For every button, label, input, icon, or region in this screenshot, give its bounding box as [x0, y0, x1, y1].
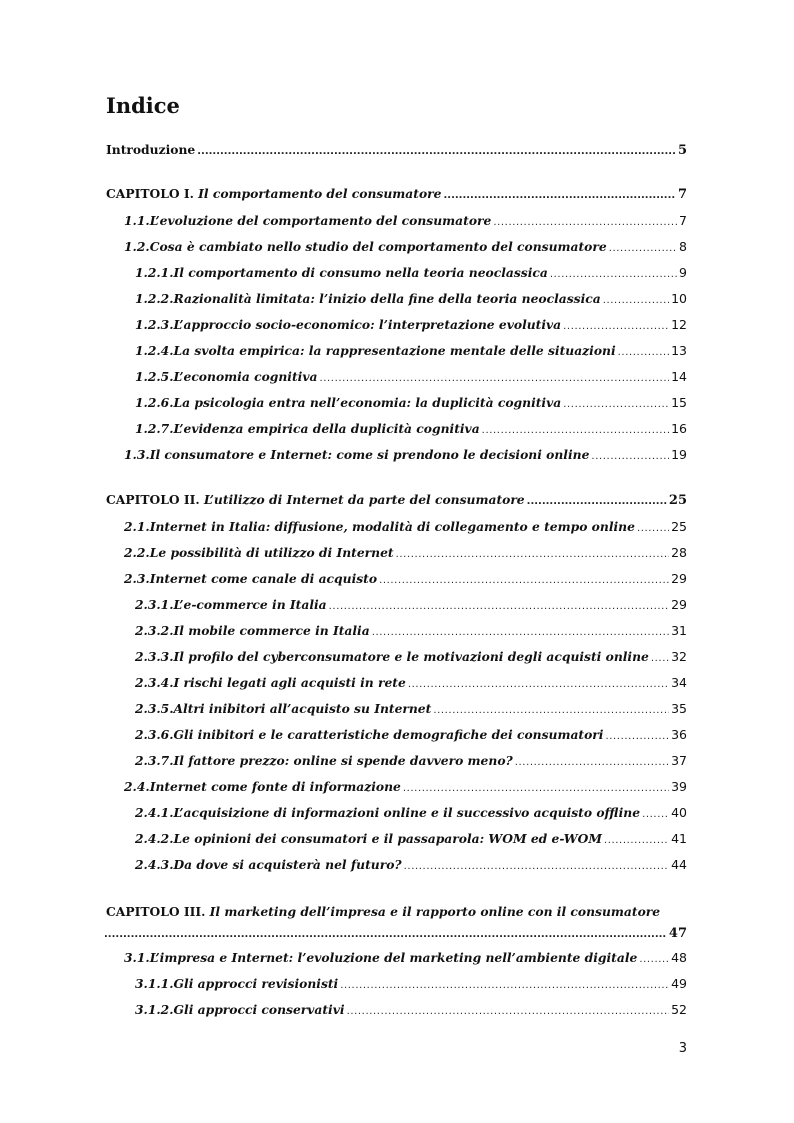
toc-entry[interactable]	[106, 805, 687, 825]
dot-leader	[372, 627, 669, 638]
section-number: 3.1.2.	[135, 1002, 174, 1017]
toc-entry[interactable]	[106, 291, 687, 311]
toc-entry-label: Introduzione	[106, 142, 196, 157]
toc-entry[interactable]	[106, 213, 687, 233]
section-title: Le opinioni dei consumatori e il passaparola: WOM ed e-WOM	[173, 831, 602, 846]
section-title: Altri inibitori all’acquisto su Internet	[173, 701, 432, 716]
toc-page-number: 34	[671, 675, 687, 690]
toc-entry[interactable]	[106, 950, 687, 970]
chapter-label: CAPITOLO III.	[106, 904, 206, 919]
section-number: 1.2.5.	[135, 369, 174, 384]
section-title: Il fattore prezzo: online si spende davvero meno?	[173, 753, 513, 768]
dot-leader	[603, 295, 669, 306]
toc-entry[interactable]	[106, 727, 687, 747]
section-title: Da dove si acquisterà nel futuro?	[173, 857, 402, 872]
toc-page-number: 7	[679, 213, 687, 228]
toc-page-number: 19	[671, 447, 687, 462]
toc-page-number: 14	[671, 369, 687, 384]
toc-page-number: 13	[671, 343, 687, 358]
dot-leader	[408, 679, 669, 690]
section-title: Le possibilità di utilizzo di Internet	[149, 545, 394, 560]
toc-page-number: 16	[671, 421, 687, 436]
section-title: L’evoluzione del comportamento del consumatore	[149, 213, 492, 228]
section-title: L’evidenza empirica della duplicità cognitiva	[173, 421, 480, 436]
section-number: 2.3.	[124, 571, 150, 586]
toc-page-number: 29	[671, 597, 687, 612]
section-number: 2.3.4.	[135, 675, 174, 690]
chapter-title: Il comportamento del consumatore	[198, 186, 442, 201]
section-title: Gli approcci conservativi	[173, 1002, 345, 1017]
toc-page-number: 31	[671, 623, 687, 638]
toc-page-number: 36	[671, 727, 687, 742]
section-title: Il consumatore e Internet: come si prendono le decisioni online	[149, 447, 590, 462]
dot-leader	[527, 496, 667, 507]
toc-page-number: 39	[671, 779, 687, 794]
toc-page-number: 25	[671, 519, 687, 534]
dot-leader	[379, 575, 669, 586]
dot-leader	[493, 217, 677, 228]
dot-leader	[618, 347, 669, 358]
dot-leader	[550, 269, 677, 280]
section-number: 2.3.5.	[135, 701, 174, 716]
toc-entry[interactable]	[106, 519, 687, 539]
toc-entry[interactable]	[106, 343, 687, 363]
dot-leader	[433, 705, 669, 716]
toc-entry[interactable]	[106, 421, 687, 441]
section-title: L’acquisizione di informazioni online e il successivo acquisto offline	[173, 805, 641, 820]
section-number: 3.1.	[124, 950, 150, 965]
page-number: 3	[678, 1041, 687, 1056]
toc-entry[interactable]	[106, 623, 687, 643]
section-number: 2.3.1.	[135, 597, 174, 612]
section-number: 1.2.6.	[135, 395, 174, 410]
section-title: L’e-commerce in Italia	[173, 597, 327, 612]
toc-page-number: 15	[671, 395, 687, 410]
toc-entry[interactable]	[106, 779, 687, 799]
toc-entry[interactable]	[106, 597, 687, 617]
toc-page-number: 29	[671, 571, 687, 586]
dot-leader	[319, 373, 669, 384]
section-number: 2.3.7.	[135, 753, 174, 768]
toc-page-number: 37	[671, 753, 687, 768]
dot-leader	[340, 980, 669, 991]
dot-leader	[443, 190, 675, 201]
dot-leader	[347, 1006, 670, 1017]
section-title: Razionalità limitata: l’inizio della fine della teoria neoclassica	[173, 291, 601, 306]
section-title: Gli approcci revisionisti	[173, 976, 339, 991]
dot-leader	[642, 809, 669, 820]
dot-leader	[609, 243, 677, 254]
section-number: 3.1.1.	[135, 976, 174, 991]
toc-entry[interactable]	[106, 649, 687, 669]
dot-leader	[637, 523, 669, 534]
toc-page-number: 40	[671, 805, 687, 820]
chapter-label: CAPITOLO II.	[106, 492, 200, 507]
section-number: 1.2.	[124, 239, 150, 254]
section-number: 2.1.	[124, 519, 150, 534]
section-title: Il profilo del cyberconsumatore e le motivazioni degli acquisti online	[173, 649, 649, 664]
toc-entry[interactable]	[106, 753, 687, 773]
toc-page-number: 52	[671, 1002, 687, 1017]
section-number: 2.4.2.	[135, 831, 174, 846]
dot-leader	[396, 549, 669, 560]
section-number: 2.3.2.	[135, 623, 174, 638]
toc-page-number: 41	[671, 831, 687, 846]
toc-entry[interactable]	[106, 369, 687, 389]
section-title: I rischi legati agli acquisti in rete	[173, 675, 406, 690]
dot-leader	[605, 731, 669, 742]
toc-entry[interactable]	[106, 317, 687, 337]
toc-page-number: 48	[671, 950, 687, 965]
section-number: 1.2.4.	[135, 343, 174, 358]
section-title: Internet in Italia: diffusione, modalità di collegamento e tempo online	[149, 519, 635, 534]
dot-leader	[329, 601, 669, 612]
section-number: 1.2.2.	[135, 291, 174, 306]
section-title: Internet come canale di acquisto	[149, 571, 378, 586]
toc-entry[interactable]	[106, 447, 687, 467]
toc-chapter-3-title[interactable]	[106, 904, 660, 919]
section-number: 2.3.6.	[135, 727, 174, 742]
section-number: 2.3.3.	[135, 649, 174, 664]
section-number: 1.1.	[124, 213, 150, 228]
toc-page-number: 25	[668, 493, 687, 508]
dot-leader	[651, 653, 669, 664]
section-title: L’impresa e Internet: l’evoluzione del marketing nell’ambiente digitale	[149, 950, 638, 965]
toc-page-number: 44	[671, 857, 687, 872]
toc-page-number: 32	[671, 649, 687, 664]
dot-leader	[639, 954, 669, 965]
toc-page-number: 35	[671, 701, 687, 716]
section-title: Il comportamento di consumo nella teoria neoclassica	[173, 265, 548, 280]
dot-leader	[104, 929, 667, 940]
section-number: 2.4.3.	[135, 857, 174, 872]
page-title: Indice	[106, 93, 180, 118]
toc-entry[interactable]	[106, 976, 687, 996]
toc-entry[interactable]	[106, 265, 687, 285]
section-number: 2.4.1.	[135, 805, 174, 820]
section-title: L’approccio socio-economico: l’interpretazione evolutiva	[173, 317, 562, 332]
dot-leader	[604, 835, 669, 846]
dot-leader	[591, 451, 669, 462]
toc-entry[interactable]	[106, 831, 687, 851]
toc-entry[interactable]	[106, 395, 687, 415]
section-number: 2.2.	[124, 545, 150, 560]
section-title: L’economia cognitiva	[173, 369, 318, 384]
toc-chapter-1[interactable]	[106, 186, 687, 206]
toc-chapter-3-leader[interactable]	[104, 926, 687, 946]
toc-entry[interactable]	[106, 545, 687, 565]
toc-page-number: 28	[671, 545, 687, 560]
dot-leader	[404, 861, 669, 872]
toc-entry[interactable]	[106, 571, 687, 591]
chapter-label: CAPITOLO I.	[106, 186, 194, 201]
section-title: Internet come fonte di informazione	[149, 779, 401, 794]
toc-page-number: 5	[677, 143, 687, 158]
chapter-title: L’utilizzo di Internet da parte del consumatore	[203, 492, 525, 507]
toc-page-number: 49	[671, 976, 687, 991]
toc-entry[interactable]	[106, 675, 687, 695]
toc-entry-introduzione[interactable]	[106, 142, 687, 162]
dot-leader	[563, 399, 669, 410]
toc-page-number: 10	[671, 291, 687, 306]
toc-page-number: 7	[677, 187, 687, 202]
section-number: 1.3.	[124, 447, 150, 462]
toc-page-number: 8	[679, 239, 687, 254]
section-number: 1.2.7.	[135, 421, 174, 436]
toc-entry[interactable]	[106, 1002, 687, 1022]
section-title: La psicologia entra nell’economia: la duplicità cognitiva	[173, 395, 562, 410]
dot-leader	[515, 757, 669, 768]
toc-chapter-2[interactable]	[106, 492, 687, 512]
section-number: 2.4.	[124, 779, 150, 794]
section-title: Il mobile commerce in Italia	[173, 623, 370, 638]
section-number: 1.2.1.	[135, 265, 174, 280]
section-title: La svolta empirica: la rappresentazione mentale delle situazioni	[173, 343, 616, 358]
dot-leader	[563, 321, 669, 332]
chapter-title: Il marketing dell’impresa e il rapporto online con il consumatore	[209, 904, 661, 919]
toc-page-number: 47	[668, 926, 687, 941]
toc-page-number: 12	[671, 317, 687, 332]
dot-leader	[482, 425, 669, 436]
toc-entry[interactable]	[106, 239, 687, 259]
section-number: 1.2.3.	[135, 317, 174, 332]
toc-entry[interactable]	[106, 857, 687, 877]
toc-page-number: 9	[679, 265, 687, 280]
dot-leader	[403, 783, 669, 794]
section-title: Gli inibitori e le caratteristiche demografiche dei consumatori	[173, 727, 604, 742]
dot-leader	[197, 146, 676, 157]
section-title: Cosa è cambiato nello studio del comportamento del consumatore	[149, 239, 607, 254]
toc-entry[interactable]	[106, 701, 687, 721]
